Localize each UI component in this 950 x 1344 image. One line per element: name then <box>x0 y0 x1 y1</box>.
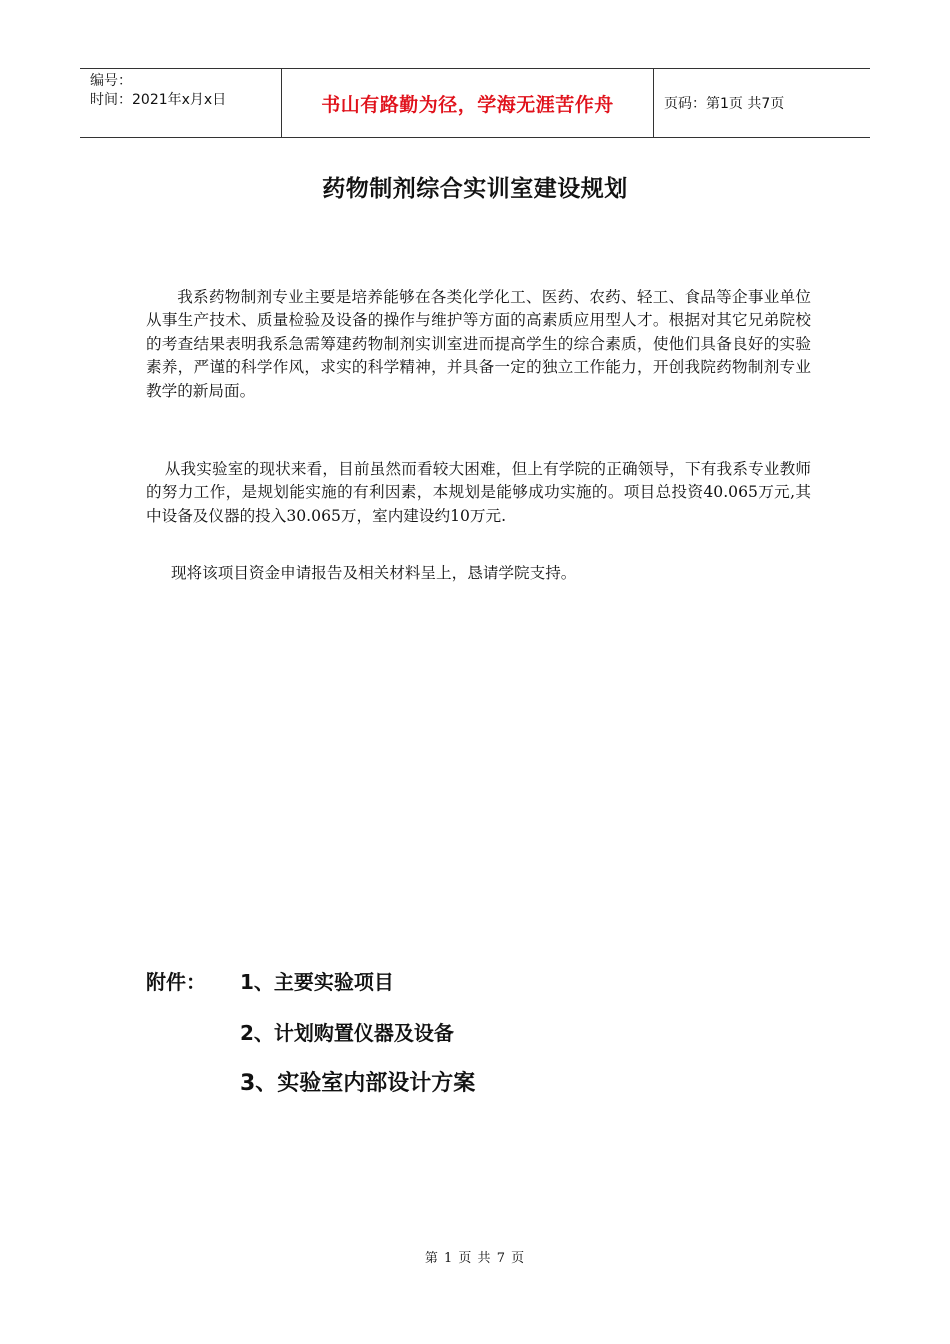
attachment-item-1: 1、主要实验项目 <box>240 970 394 994</box>
document-number-label: 编号： <box>90 73 132 89</box>
header-page-info: 页码：第1页 共7页 <box>664 96 785 112</box>
document-time-label: 时间：2021年x月x日 <box>90 92 227 108</box>
body-paragraph-1: 我系药物制剂专业主要是培养能够在各类化学化工、医药、农药、轻工、食品等企事业单位从事生产技术、质量检验及设备的操作与维护等方面的高素质应用型人才。根据对其它兄弟院校的考查结果表明我系急需筹建药物制剂实训室进而提高学生的综合素质，使他们具备良好的实验素养，严谨的科学作风，求实的科学精神，并具备一定的独立工作能力，开创我院药物制剂专业教学的新局面。 <box>146 288 811 400</box>
page-footer: 第 1 页 共 7 页 <box>424 1251 526 1266</box>
body-paragraph-3: 现将该项目资金申请报告及相关材料呈上，恳请学院支持。 <box>170 564 577 582</box>
attachment-item-3: 3、实验室内部设计方案 <box>240 1071 476 1096</box>
attachment-item-2: 2、计划购置仪器及设备 <box>240 1021 454 1045</box>
document-title: 药物制剂综合实训室建设规划 <box>322 176 628 202</box>
header-meta-cell <box>80 69 281 137</box>
attachments-label: 附件： <box>146 970 206 994</box>
header-motto: 书山有路勤为径，学海无涯苦作舟 <box>281 69 654 137</box>
document-header-table <box>80 68 870 138</box>
body-paragraph-2: 从我实验室的现状来看，目前虽然而看较大困难，但上有学院的正确领导，下有我系专业教师的努力工作，是规划能实施的有利因素，本规划是能够成功实施的。项目总投资40.065万元,其中设备及仪器的投入30.065万，室内建设约10万元. <box>146 460 811 525</box>
